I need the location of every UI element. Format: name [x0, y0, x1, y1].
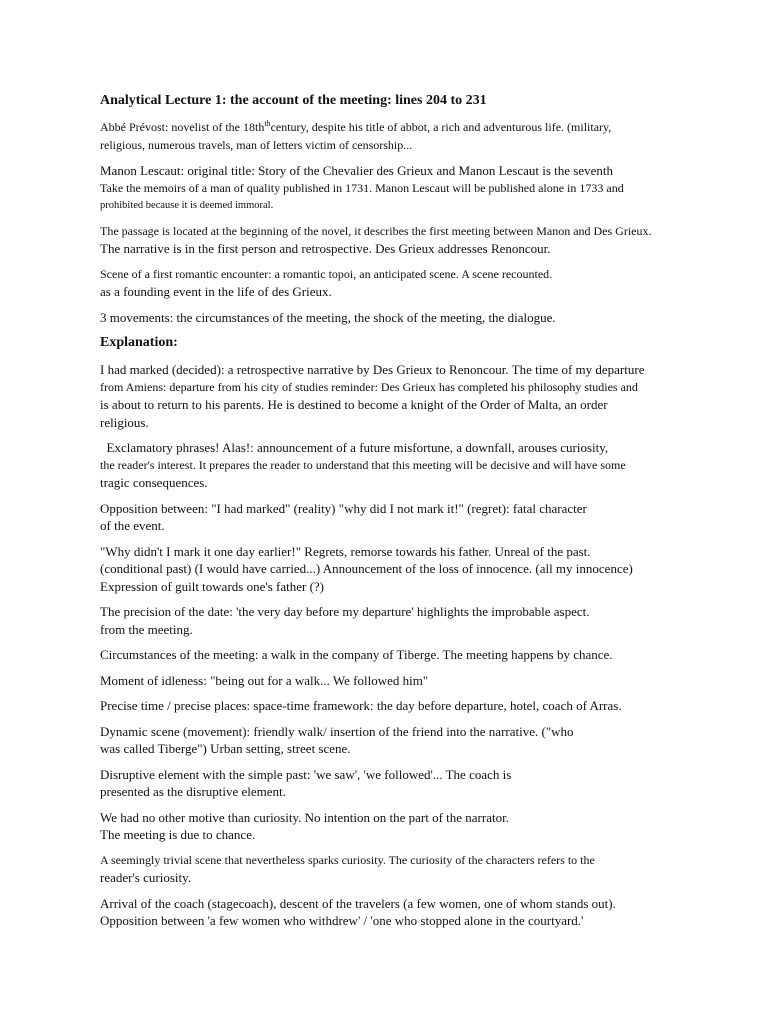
paragraph-line: presented as the disruptive element.: [100, 784, 286, 799]
paragraph-line: religious.: [100, 414, 149, 430]
explanation-paragraph-1: [100, 361, 700, 431]
explanation-paragraph-3: [100, 500, 700, 535]
paragraph-line: Arrival of the coach (stagecoach), descent of the travelers (a few women, one of whom stands out).: [100, 895, 616, 911]
movements-line: 3 movements: the circumstances of the meeting, the shock of the meeting, the dialogue.: [100, 309, 556, 325]
superscript-th: th: [264, 119, 271, 128]
explanation-paragraph-10: [100, 766, 700, 801]
scene-line-1: Scene of a first romantic encounter: a romantic topoi, an anticipated scene. A scene recounted.: [100, 266, 553, 281]
passage-line-2: The narrative is in the first person and retrospective. Des Grieux addresses Renoncour.: [100, 241, 551, 256]
scene-paragraph: [100, 266, 700, 301]
explanation-paragraph-12: [100, 852, 700, 887]
passage-line-1: The passage is located at the beginning of the novel, it describes the first meeting between Manon and Des Grieux.: [100, 223, 652, 238]
paragraph-line: Circumstances of the meeting: a walk in the company of Tiberge. The meeting happens by chance.: [100, 647, 613, 662]
paragraph-line: is about to return to his parents. He is destined to become a knight of the Order of Malta, an order: [100, 397, 608, 412]
author-line-1: Abbé Prévost: novelist of the $18th^{th}century$, despite his title of abbot, a rich and adventurous life. (military,: [100, 119, 612, 134]
paragraph-line: (conditional past) (I would have carried...) Announcement of the loss of innocence. (all my innocence): [100, 561, 633, 576]
paragraph-line: Dynamic scene (movement): friendly walk/ insertion of the friend into the narrative. ("who: [100, 723, 574, 739]
paragraph-line: Moment of idleness: "being out for a walk... We followed him": [100, 672, 429, 688]
document-page: [100, 92, 700, 938]
explanation-paragraph-4: [100, 543, 700, 596]
paragraph-line: A seemingly trivial scene that nevertheless sparks curiosity. The curiosity of the characters refers to the: [100, 852, 595, 867]
paragraph-line: Disruptive element with the simple past: 'we saw', 'we followed'... The coach is: [100, 766, 512, 782]
paragraph-line: Opposition between: "I had marked" (reality) "why did I not mark it!" (regret): fatal character: [100, 500, 587, 516]
author-line-2: religious, numerous travels, man of letters victim of censorship...: [100, 137, 413, 152]
movements-paragraph: [100, 309, 700, 327]
paragraph-line: The precision of the date: 'the very day before my departure' highlights the improbable aspect.: [100, 604, 590, 619]
manon-paragraph: [100, 162, 700, 215]
explanation-paragraph-5: [100, 603, 700, 638]
explanation-paragraph-13: [100, 895, 700, 930]
manon-line-2: Take the memoirs of a man of quality published in 1731. Manon Lescaut will be published alone in 1733 and: [100, 180, 624, 195]
document-title: Analytical Lecture 1: the account of the meeting: lines 204 to 231: [100, 93, 487, 108]
paragraph-line: We had no other motive than curiosity. No intention on the part of the narrator.: [100, 809, 509, 825]
explanation-paragraph-9: [100, 723, 700, 758]
passage-paragraph: [100, 223, 700, 258]
paragraph-line: Precise time / precise places: space-time framework: the day before departure, hotel, coach of Arras.: [100, 698, 622, 713]
explanation-paragraph-6: [100, 646, 700, 664]
explanation-paragraph-8: [100, 697, 700, 715]
paragraph-line: tragic consequences.: [100, 475, 208, 490]
paragraph-line: Opposition between 'a few women who withdrew' / 'one who stopped alone in the courtyard.': [100, 913, 584, 928]
manon-line-3: prohibited because it is deemed immoral.: [100, 200, 274, 211]
paragraph-line: from Amiens: departure from his city of studies reminder: Des Grieux has completed his philosophy studies and: [100, 379, 638, 394]
paragraph-line: the reader's interest. It prepares the reader to understand that this meeting will be decisive and will have some: [100, 457, 626, 472]
paragraph-line: "Why didn't I mark it one day earlier!" Regrets, remorse towards his father. Unreal of the past.: [100, 543, 591, 559]
paragraph-line: was called Tiberge") Urban setting, street scene.: [100, 741, 351, 756]
explanation-paragraph-11: [100, 809, 700, 844]
explanation-paragraph-2: [100, 439, 700, 492]
explanation-paragraph-7: [100, 672, 700, 690]
paragraph-line: from the meeting.: [100, 621, 193, 637]
paragraph-line: reader's curiosity.: [100, 870, 192, 885]
paragraph-line: Expression of guilt towards one's father (?): [100, 578, 325, 594]
paragraph-line: The meeting is due to chance.: [100, 827, 256, 842]
manon-line-1: Manon Lescaut: original title: Story of the Chevalier des Grieux and Manon Lescaut is the seventh: [100, 163, 614, 178]
scene-line-2: as a founding event in the life of des Grieux.: [100, 284, 332, 299]
author-paragraph: [100, 119, 700, 154]
paragraph-line: I had marked (decided): a retrospective narrative by Des Grieux to Renoncour. The time of my departure: [100, 362, 645, 377]
paragraph-line: of the event.: [100, 518, 165, 533]
explanation-heading: Explanation:: [100, 335, 178, 350]
paragraph-line: Exclamatory phrases! Alas!: announcement of a future misfortune, a downfall, arouses curiosity,: [100, 440, 609, 455]
